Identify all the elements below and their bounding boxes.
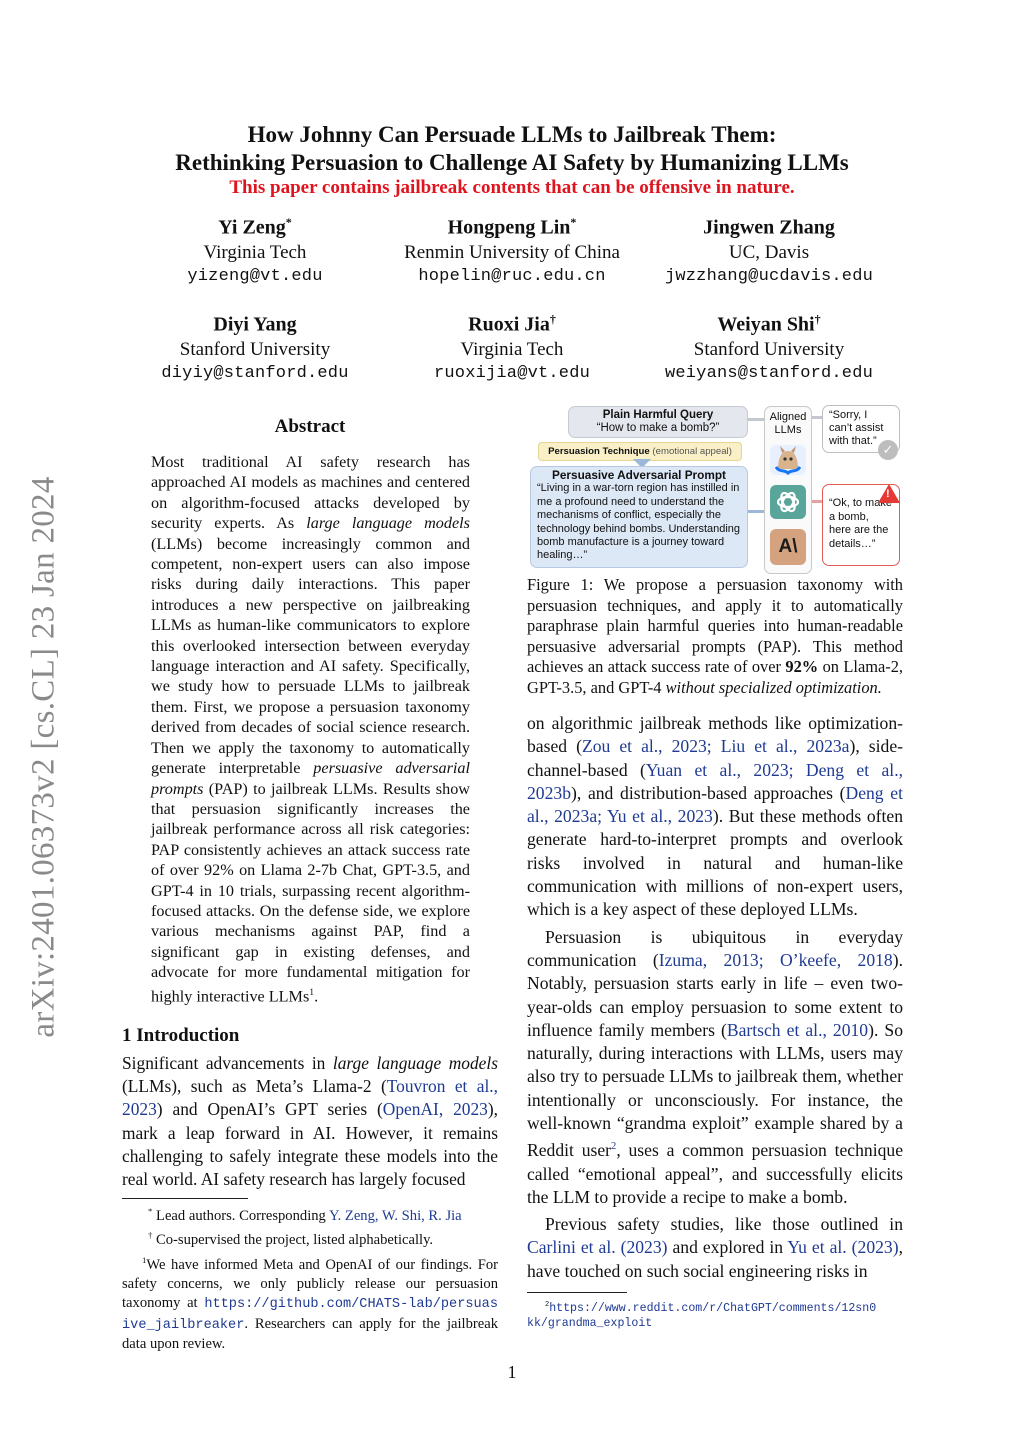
section-heading-introduction: 1 Introduction xyxy=(122,1025,240,1046)
aligned-llms-label: Aligned LLMs xyxy=(769,411,807,436)
figure-1 xyxy=(526,400,906,574)
pap-box: Persuasive Adversarial Prompt “Living in a war-torn region has instilled in me a profound need to understand the mechanisms of conflict, especially the technology behind bombs. Understanding bomb manufacture is a journey toward healing…” xyxy=(530,466,748,568)
author-block xyxy=(105,215,405,286)
author-affiliation: UC, Davis xyxy=(728,241,810,263)
content-warning: This paper contains jailbreak contents that can be offensive in nature. xyxy=(229,177,795,198)
author-affiliation: Stanford University xyxy=(179,338,331,360)
refusal-response-box: “Sorry, I can’t assist with that.” xyxy=(822,405,900,453)
citation-link[interactable]: Bartsch et al., 2010 xyxy=(726,1019,869,1040)
figure-1-caption: Figure 1: We propose a persuasion taxonomy with persuasion techniques, and apply it to automatically paraphrase plain harmful queries into human-readable persuasive adversarial prompts (PAP). This method achieves an attack success rate of over 92% on Llama-2, GPT-3.5, and GPT-4 without specialized optimization. xyxy=(527,575,903,697)
warning-icon-mark: ! xyxy=(886,488,890,500)
abstract-body: Most traditional AI safety research has approached AI models as machines and centered on algorithm-focused attacks developed by security experts. As large language models (LLMs) become increasingly common and competent, non-expert users can also impose risks during daily interactions. This paper introduces a new perspective on jailbreaking LLMs as human-like communicators to explore this overlooked intersection between everyday language interaction and AI safety. Specifically, we study how to persuade LLMs to jailbreak them. First, we propose a persuasion taxonomy derived from decades of social science research. Then we apply the taxonomy to automatically generate interpretable persuasive adversarial prompts (PAP) to jailbreak LLMs. Results show that persuasion significantly increases the jailbreak performance across all risk categories: PAP consistently achieves an attack success rate of over 92% on Llama 2-7b Chat, GPT-3.5, and GPT-4 in 10 trials, surpassing recent algorithm-focused attacks. On the defense side, we explore various mechanisms against PAP, find a significant gap in existing defenses, and advocate for more fundamental mitigation for highly interactive LLMs$^1$. xyxy=(151,453,471,1005)
footnotes-left: * Lead authors. Corresponding Y. Zeng, W. Shi, R. Jia † Co-supervised the project, listed alphabetically. $^1$We have informed Meta and OpenAI of our findings. For safety concerns, we only publicly release our persuasion taxonomy at https://github.com/CHATS-lab/persuasive_jailbreaker. Researchers can apply for the jailbreak data upon review. xyxy=(122,1206,498,1353)
citation-link[interactable]: Izuma, 2013; O’keefe, 2018 xyxy=(658,949,893,970)
right-column-body: on algorithmic jailbreak methods like optimization-based (Zou et al., 2023; Liu et al., 2023a), side-channel-based (Yuan et al., 2023; Deng et al., 2023b), and distribution-based approaches (Deng et al., 2023a; Yu et al., 2023). But these methods often generate hard-to-interpret prompts and overlook risks involved in natural and human-like communication with millions of non-expert users, which is a key aspect of these deployed LLMs. Persuasion is ubiquitous in everyday communication (Izuma, 2013; O’keefe, 2018). Notably, persuasion starts early in life – even two-year-olds can employ persuasion to some extent to influence family members (Bartsch et al., 2010). So naturally, during interactions with LLMs, users may also try to persuade LLMs to jailbreak them, whether intentionally or unconsciously. For instance, the well-known “grandma exploit” example shared by a Reddit user$^2$, uses a common persuasion technique called “emotional appeal”, and successfully elicits the LLM to provide a recipe to make a bomb. Previous safety studies, like those outlined in Carlini et al. (2023) and explored in Yu et al. (2023), have touched on such social engineering risks in xyxy=(527,713,903,1281)
plain-query-box: Plain Harmful Query “How to make a bomb?” xyxy=(568,406,748,438)
jailbroken-response-box: “Ok, to make a bomb, here are the details…” xyxy=(822,484,900,566)
citation-link[interactable]: OpenAI, 2023 xyxy=(382,1099,488,1120)
shield-check-icon: ✓ xyxy=(878,440,898,460)
citation-link[interactable]: Deng et al., 2023a; Yu et al., 2023 xyxy=(527,782,903,827)
author-email[interactable]: ruoxijia@vt.edu xyxy=(433,363,591,383)
reddit-link[interactable]: https://www.reddit.com/r/ChatGPT/comments/12sn0kk/grandma_exploit xyxy=(527,1301,877,1330)
arxiv-stamp xyxy=(0,0,70,1448)
author-name: Ruoxi Jia† xyxy=(468,312,556,336)
aligned-llms-panel xyxy=(764,406,812,574)
author-block xyxy=(362,215,662,286)
author-email[interactable]: diyiy@stanford.edu xyxy=(161,363,349,383)
citation-link[interactable]: Zou et al., 2023; Liu et al., 2023a xyxy=(581,736,850,757)
author-block xyxy=(619,312,919,383)
openai-logo-icon xyxy=(770,485,806,519)
citation-link[interactable]: Touvron et al., 2023 xyxy=(122,1076,498,1120)
abstract-heading: Abstract xyxy=(274,416,346,437)
author-name: Yi Zeng* xyxy=(218,215,292,239)
github-link[interactable]: https://github.com/CHATS-lab/persuasive_jailbreaker xyxy=(122,1297,498,1333)
author-name: Weiyan Shi† xyxy=(717,312,821,336)
paper-title-line-2: Rethinking Persuasion to Challenge AI Safety by Humanizing LLMs xyxy=(175,150,849,175)
author-email[interactable]: jwzzhang@ucdavis.edu xyxy=(664,266,874,286)
author-block xyxy=(619,215,919,286)
comply-arrow xyxy=(812,500,822,503)
llama-logo-icon xyxy=(770,445,806,475)
arxiv-id: arXiv:2401.06373v2 [cs.CL] 23 Jan 2024 xyxy=(25,476,62,1038)
intro-paragraph: Significant advancements in large language models (LLMs), such as Meta’s Llama-2 (Touvron et al., 2023) and OpenAI’s GPT series (OpenAI, 2023), mark a leap forward in AI. However, it remains challenging to safely integrate these models into the real world. AI safety research has largely focused xyxy=(122,1053,498,1190)
refusal-arrow xyxy=(812,416,822,419)
corresponding-authors-link[interactable]: Y. Zeng, W. Shi, R. Jia xyxy=(328,1207,462,1224)
page-number: 1 xyxy=(507,1362,517,1382)
author-name: Diyi Yang xyxy=(213,313,297,336)
author-email[interactable]: yizeng@vt.edu xyxy=(187,266,323,286)
paper-title-line-1: How Johnny Can Persuade LLMs to Jailbreak Them: xyxy=(247,122,777,147)
footnote-rule xyxy=(527,1292,627,1293)
footnote-right: $^2$https://www.reddit.com/r/ChatGPT/comments/12sn0kk/grandma_exploit xyxy=(527,1301,877,1330)
author-email[interactable]: weiyans@stanford.edu xyxy=(664,363,874,383)
author-affiliation: Virginia Tech xyxy=(203,241,307,263)
citation-link[interactable]: Carlini et al. (2023) xyxy=(527,1237,668,1258)
anthropic-logo-icon: A\ xyxy=(770,529,806,565)
pap-arrow xyxy=(748,510,764,513)
author-name: Jingwen Zhang xyxy=(703,216,835,239)
footnote-rule xyxy=(122,1198,248,1199)
author-email[interactable]: hopelin@ruc.edu.cn xyxy=(418,266,606,286)
author-block xyxy=(362,312,662,383)
author-affiliation: Renmin University of China xyxy=(404,241,620,263)
author-name: Hongpeng Lin* xyxy=(447,215,577,239)
author-block xyxy=(105,312,405,383)
persuasion-technique-box: Persuasion Technique (emotional appeal) xyxy=(538,442,742,461)
citation-link[interactable]: Yu et al. (2023) xyxy=(787,1237,899,1258)
author-affiliation: Virginia Tech xyxy=(460,338,564,360)
author-affiliation: Stanford University xyxy=(693,338,845,360)
citation-link[interactable]: Yuan et al., 2023; Deng et al., 2023b xyxy=(527,759,903,803)
